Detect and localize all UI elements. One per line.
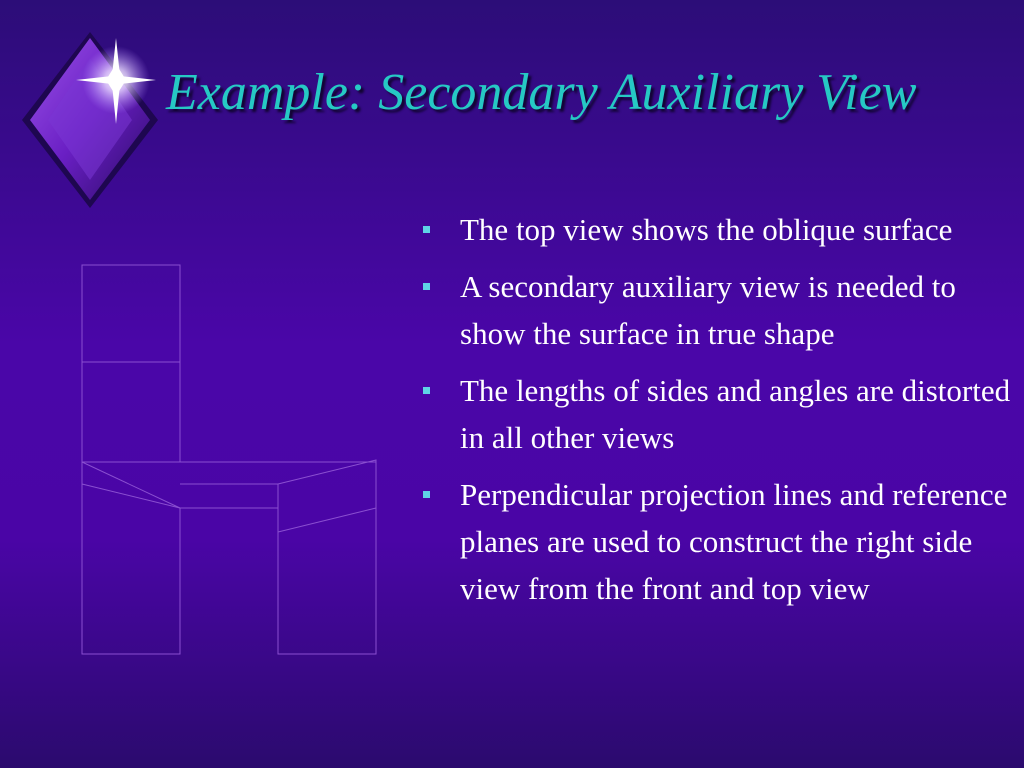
front-view-edge (82, 462, 180, 508)
bullet-item (418, 263, 1018, 357)
side-view-outline (278, 460, 376, 654)
bullet-item (418, 206, 1018, 253)
square-bullet-icon (423, 283, 430, 290)
front-view-outline (82, 462, 180, 654)
bullet-text: The top view shows the oblique surface (460, 212, 953, 247)
top-view-box (82, 265, 180, 362)
square-bullet-icon (423, 387, 430, 394)
bullet-text: The lengths of sides and angles are distorted in all other views (460, 373, 1011, 455)
bullet-item (418, 471, 1018, 612)
diamond-star-icon (18, 28, 168, 213)
bullet-item (418, 367, 1018, 461)
slide-title: Example: Secondary Auxiliary View (166, 64, 917, 121)
square-bullet-icon (423, 491, 430, 498)
bullet-text: A secondary auxiliary view is needed to show the surface in true shape (460, 269, 956, 351)
side-view-edge (278, 508, 376, 532)
bullet-list (418, 206, 1018, 622)
bullet-text: Perpendicular projection lines and reference planes are used to construct the right side view from the front and top view (460, 477, 1008, 606)
square-bullet-icon (423, 226, 430, 233)
orthographic-projection-drawing (70, 255, 390, 665)
